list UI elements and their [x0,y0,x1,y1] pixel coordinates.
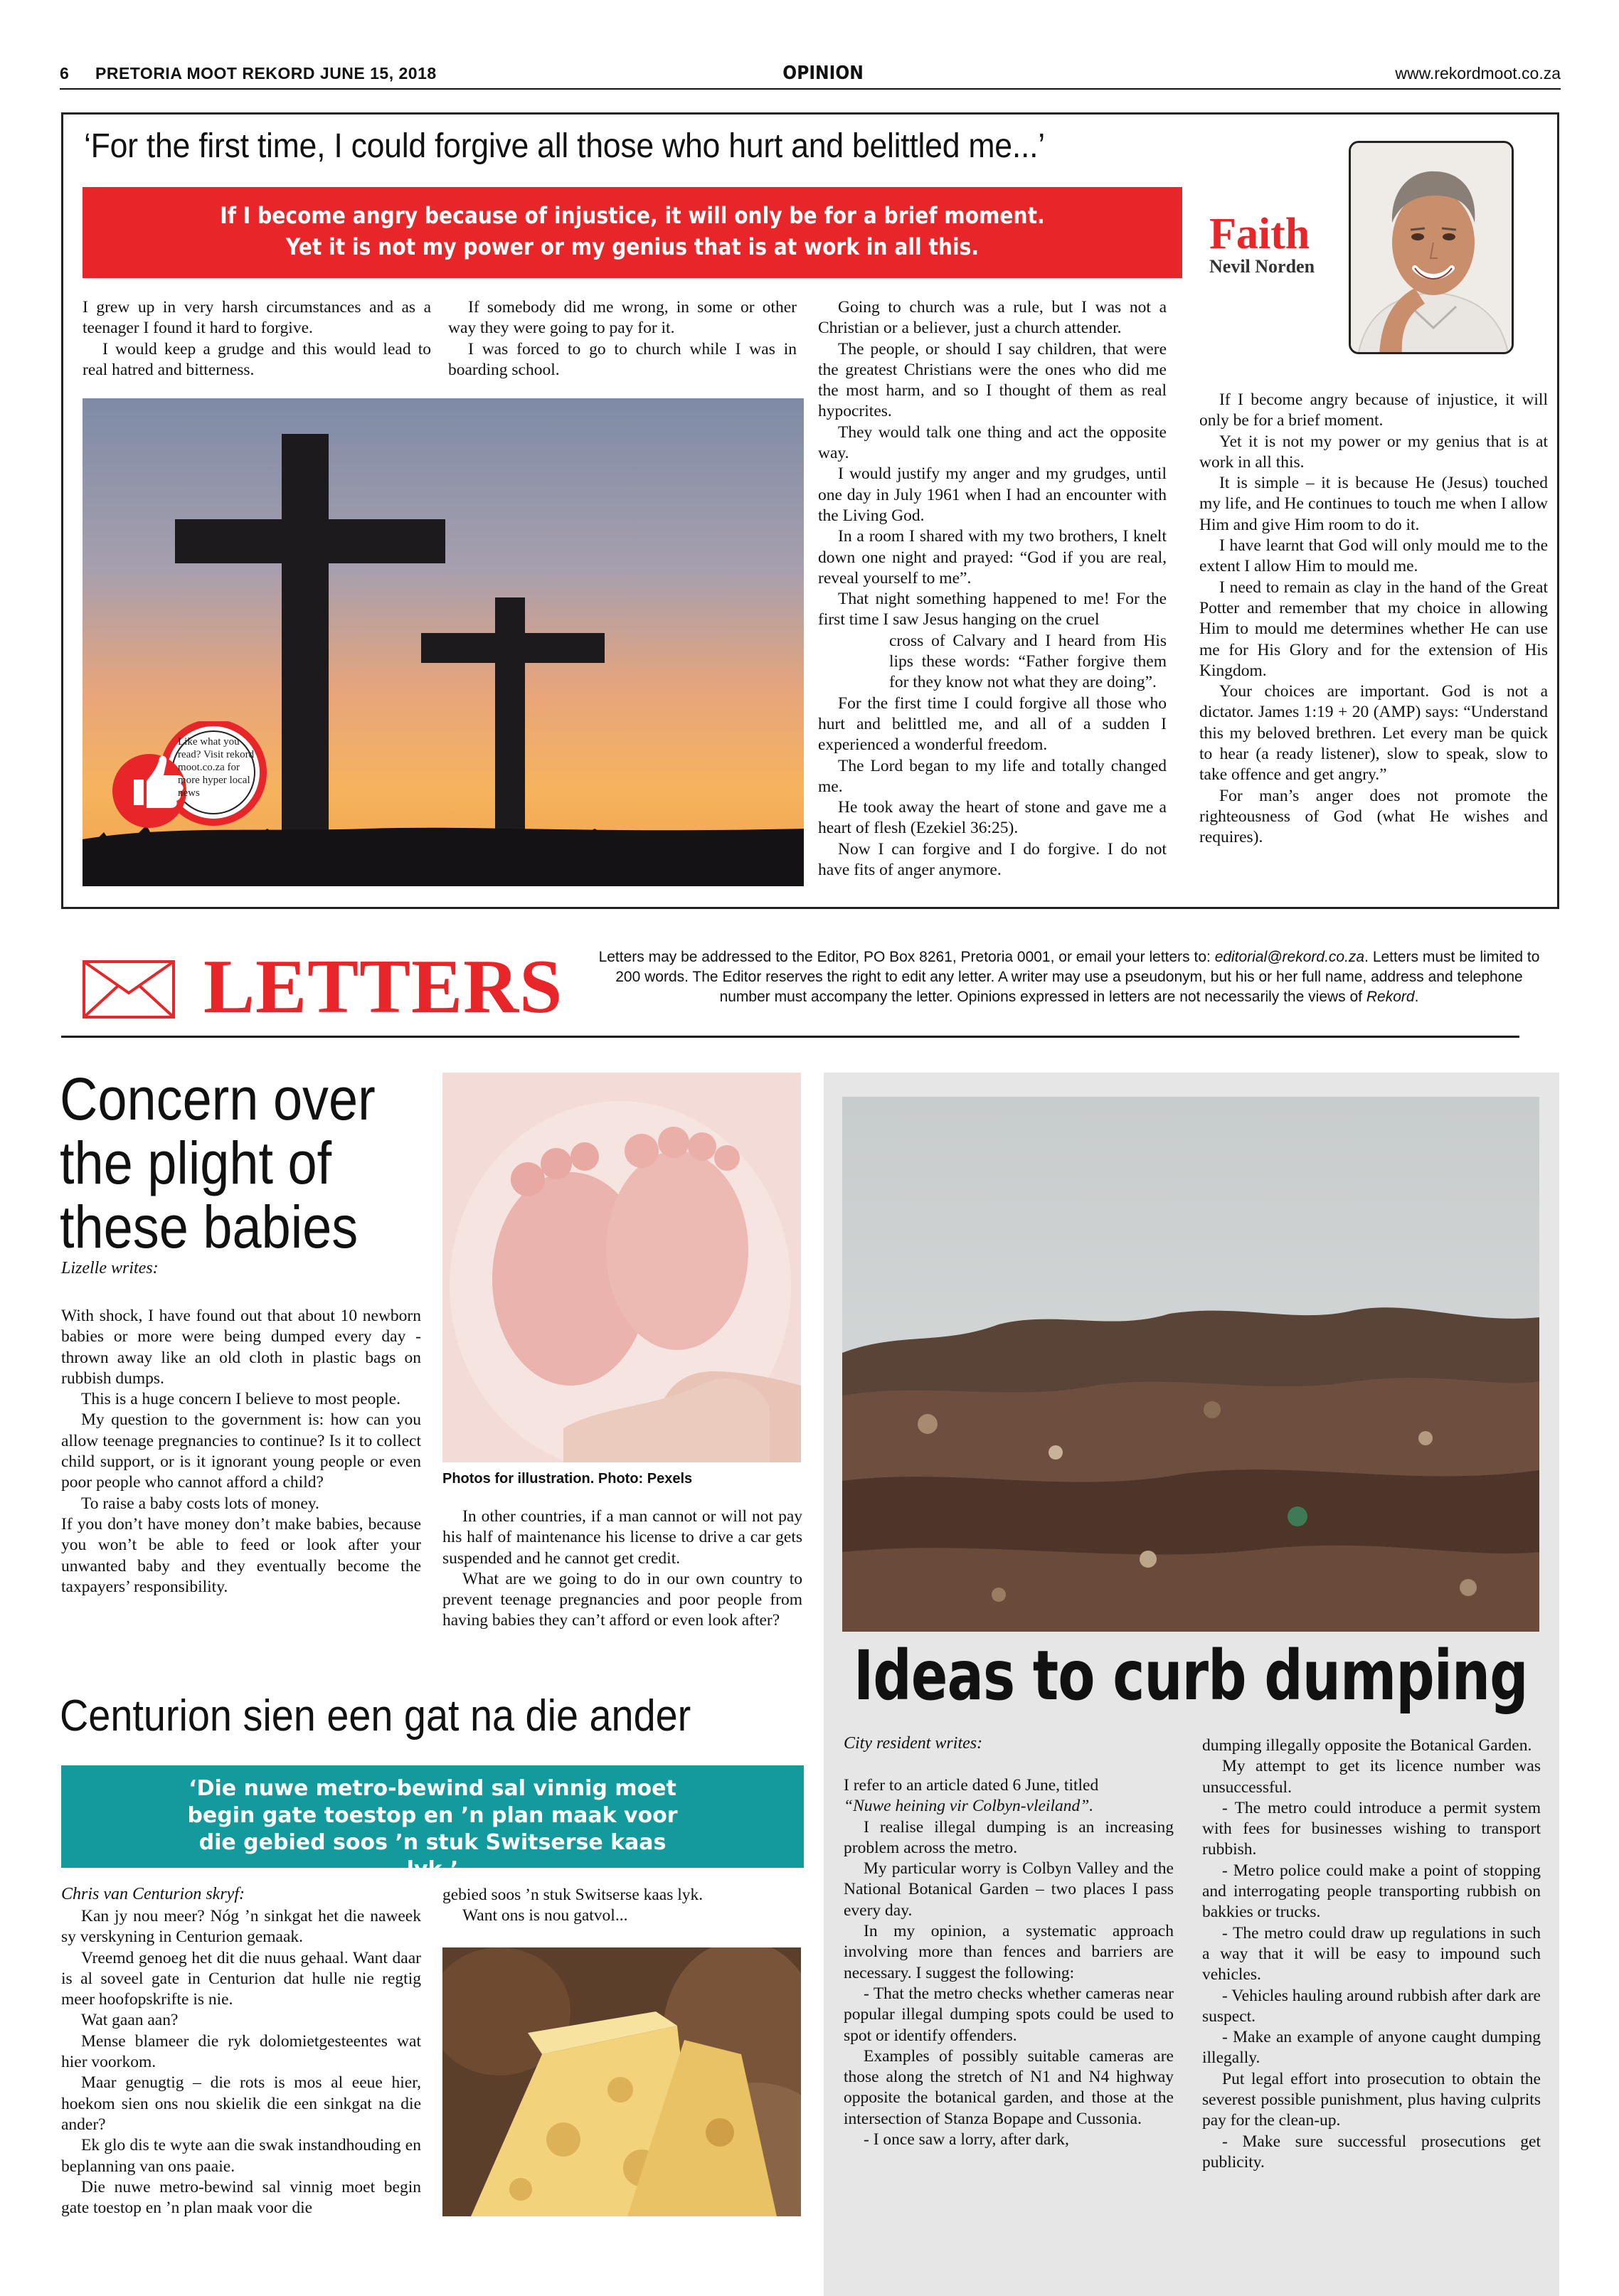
paragraph: I would justify my anger and my grudges, until one day in July 1961 when I had an encounter with the Living God. [818,464,1167,525]
paragraph: My particular worry is Colbyn Valley and the National Botanical Garden – two places I pass every day. [844,1859,1174,1920]
paragraph: Mense blameer die ryk dolomietgesteentes wat hier voorkom. [61,2031,421,2072]
letters-banner [61,933,1559,1038]
paragraph: - Make an example of anyone caught dumping illegally. [1202,2028,1541,2068]
cheese-photo [442,1947,801,2216]
faith-headline: ‘For the first time, I could forgive all those who hurt and belittled me...’ [84,127,1045,165]
paragraph: I realise illegal dumping is an increasing problem across the metro. [844,1817,1174,1857]
paragraph: He took away the heart of stone and gave me a heart of flesh (Ezekiel 36:25). [818,798,1167,838]
paragraph: - I once saw a lorry, after dark, [864,2130,1069,2149]
paragraph: Now I can forgive and I do forgive. I do not have fits of anger anymore. [818,839,1167,880]
paragraph: The people, or should I say children, that were the greatest Christians were the ones who did me the most harm, and so I thought of them as real hypocrites. [818,339,1167,421]
centurion-pullquote [61,1765,804,1882]
paragraph: Wat gaan aan? [81,2011,179,2030]
paragraph: cross of Calvary and I heard from His lips these words: “Father forgive them for they know not what they are doing”. [889,631,1167,692]
paragraph: Put legal effort into prosecution to obtain the severest possible punishment, plus having culprits pay for the clean-up. [1202,2069,1541,2130]
paragraph: Examples of possibly suitable cameras are those along the stretch of N1 and N4 highway opposite the botanical garden, and those at the intersection of Stanza Bopape and Cussonia. [844,2046,1174,2128]
envelope-icon [83,960,175,1019]
letters-instructions [596,947,1542,1007]
paragraph: Ek glo dis te wyte aan die swak instandhouding en beplanning van ons paaie. [61,2136,421,2176]
faith-column-1 [83,297,431,381]
centurion-column-1 [61,1906,421,2218]
centurion-column-2 [442,1885,802,1927]
faith-column-2 [448,297,797,381]
paragraph: For man’s anger does not promote the righteousness of God (what He wishes and requires). [1199,786,1548,847]
paragraph: I have learnt that God will only mould me to the extent I allow Him to mould me. [1199,536,1548,576]
faith-column-4 [1199,390,1548,849]
paragraph: - Vehicles hauling around rubbish after dark are suspect. [1202,1986,1541,2026]
header-rule [60,88,1561,90]
paragraph: Going to church was a rule, but I was not a Christian or a believer, just a church attender. [818,298,1167,338]
paragraph: My question to the government is: how can you allow teenage pregnancies to continue? Is it to collect child support, or is it ignorant young people or even poor people who cannot afford a child? [61,1410,421,1492]
faith-pullquote-line1: If I become angry because of injustice, it will only be for a brief moment. [220,202,1045,229]
faith-pullquote-line2: Yet it is not my power or my genius that is at work in all this. [285,233,980,260]
paragraph: - Metro police could make a point of stopping and interrogating people transporting rubbish on bakkies or trucks. [1202,1861,1541,1922]
website-link[interactable]: www.rekordmoot.co.za [1395,64,1561,83]
paragraph: Your choices are important. God is not a dictator. James 1:19 + 20 (AMP) says: “Understand this my beloved brethren. Let every man be quick to hear (a ready listener), slow to speak, slow to take offence and get angry.” [1199,682,1548,785]
paragraph: If you don’t have money don’t make babies, because you won’t be able to feed or look after your unwanted baby and they eventually become the taxpayers’ responsibility. [61,1514,421,1596]
dumping-column-2 [1202,1736,1541,2173]
paragraph: I would keep a grudge and this would lead to real hatred and bitterness. [83,339,431,379]
faith-column-name: Faith [1209,210,1310,258]
paragraph: This is a huge concern I believe to most people. [81,1390,400,1409]
centurion-pullquote-text: ‘Die nuwe metro-bewind sal vinnig moet begin gate toestop en ’n plan maak voor die gebied soos ’n stuk Switserse kaas lyk.’ [187,1776,678,1882]
centurion-byline: Chris van Centurion skryf: [61,1885,245,1903]
centurion-headline: Centurion sien een gat na die ander [60,1691,691,1740]
dumping-column-1 [844,1775,1174,2150]
paragraph: What are we going to do in our own country to prevent teenage pregnancies and poor people from having babies they can’t afford or even look after? [442,1569,802,1630]
letters-line1: Letters may be addressed to the Editor, PO Box 8261, Pretoria 0001, or email your letters to: [598,949,1215,965]
paragraph-title-italic: “Nuwe heining vir Colbyn-vleiland”. [844,1797,1094,1816]
publication-name: PRETORIA MOOT REKORD JUNE 15, 2018 [95,64,437,83]
page-header [60,58,1561,87]
paragraph: I need to remain as clay in the hand of the Great Potter and remember that my choice in allowing Him to mould me determines whether He can use me for His Glory and for the extension of His Kingdom. [1199,578,1548,680]
paragraph: Kan jy nou meer? Nóg ’n sinkgat het die naweek sy verskyning in Centurion gemaak. [61,1907,421,1947]
paragraph: To raise a baby costs lots of money. [81,1494,319,1513]
paragraph: In a room I shared with my two brothers, I knelt down one night and prayed: “God if you are real, reveal yourself to me”. [818,527,1167,588]
paragraph: - Make sure successful prosecutions get publicity. [1202,2132,1541,2172]
paragraph: If I become angry because of injustice, it will only be for a brief moment. [1199,390,1548,430]
paragraph: Die nuwe metro-bewind sal vinnig moet begin gate toestop en ’n plan maak voor die [61,2177,421,2218]
faith-author: Nevil Norden [1209,256,1315,277]
promo-text: Like what you read? Visit rekord moot.co.za for more hyper local news [178,736,255,799]
letters-title: LETTERS [203,945,563,1029]
section-label: OPINION [782,63,864,84]
paragraph: If somebody did me wrong, in some or other way they were going to pay for it. [448,298,797,338]
faith-pullquote [83,187,1182,278]
baby-feet-photo [442,1073,801,1462]
paragraph: They would talk one thing and act the opposite way. [818,422,1167,463]
babies-column-2 [442,1506,802,1632]
letters-line1-end: . [1364,949,1369,965]
photo-caption: Photos for illustration. Photo: Pexels [442,1471,693,1487]
paragraph: I grew up in very harsh circumstances and as a teenager I found it hard to forgive. [83,298,431,338]
paragraph: My attempt to get its licence number was unsuccessful. [1202,1757,1541,1797]
letters-line2: Letters must be limited to 200 words. The Editor reserves the right to edit any letter. A writer may use a pseudonym, but his or her full name, address and telephone number must accompany the letter. Opinions expressed in letters are not necessarily the views of [615,949,1540,1005]
faith-column-3 [818,297,1167,881]
paragraph: - The metro could draw up regulations in such a way that it will be easy to impound such vehicles. [1202,1923,1541,1984]
paragraph: gebied soos ’n stuk Switserse kaas lyk. [442,1886,704,1904]
paragraph: Maar genugtig – die rots is mos al eeue hier, hoekom sien ons nou skielik die een sinkgat na die ander? [61,2073,421,2134]
letters-line2-end: . [1414,989,1419,1005]
paragraph: Want ons is nou gatvol... [462,1906,628,1925]
paragraph: - That the metro checks whether cameras near popular illegal dumping spots could be used to spot or identify offenders. [844,1984,1174,2045]
paragraph: Yet it is not my power or my genius that is at work in all this. [1199,432,1548,472]
dumping-headline: Ideas to curb dumping [854,1636,1528,1716]
rubbish-photo [842,1097,1539,1632]
paragraph: It is simple – it is because He (Jesus) touched my life, and He continues to touch me when I allow Him and give Him room to do it. [1199,474,1548,534]
babies-headline: Concern over the plight of these babies [60,1065,376,1260]
page-number: 6 [60,64,69,83]
paragraph: With shock, I have found out that about 10 newborn babies or more were being dumped every day - thrown away like an old cloth in plastic bags on rubbish dumps. [61,1307,421,1388]
paragraph: For the first time I could forgive all those who hurt and belittled me, and all of a sudden I experienced a wonderful freedom. [818,693,1167,755]
paragraph: In other countries, if a man cannot or will not pay his half of maintenance his license to drive a car gets suspended and he cannot get credit. [442,1507,802,1568]
editor-email[interactable]: editorial@rekord.co.za [1214,949,1365,965]
dumping-byline: City resident writes: [844,1734,983,1753]
author-portrait [1349,141,1514,354]
letters-rule [61,1036,1519,1038]
paragraph: I refer to an article dated 6 June, titled [844,1776,1099,1795]
rekord-name: Rekord [1366,989,1415,1005]
paragraph: - The metro could introduce a permit system with fees for businesses wishing to transport rubbish. [1202,1798,1541,1859]
paragraph: Vreemd genoeg het dit die nuus gehaal. Want daar is al soveel gate in Centurion dat hulle nie regtig meer hoofopskrifte is nie. [61,1948,421,2009]
babies-byline: Lizelle writes: [61,1259,159,1277]
paragraph: The Lord began to my life and totally changed me. [818,756,1167,796]
promo-badge[interactable] [107,721,275,828]
paragraph: dumping illegally opposite the Botanical Garden. [1202,1736,1532,1755]
paragraph: That night something happened to me! For the first time I saw Jesus hanging on the cruel [818,590,1167,629]
paragraph: In my opinion, a systematic approach involving more than fences and barriers are necessary. I suggest the following: [844,1922,1174,1982]
babies-column-1 [61,1306,421,1598]
paragraph: I was forced to go to church while I was in boarding school. [448,339,797,379]
